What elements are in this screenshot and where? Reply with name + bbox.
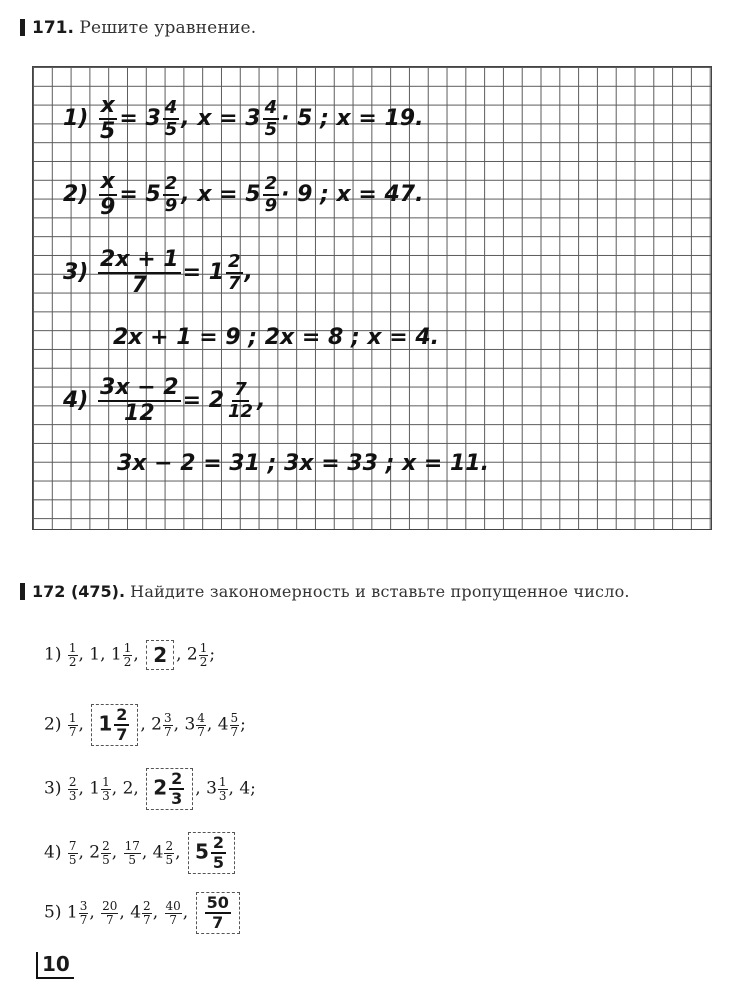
graph-paper	[32, 66, 712, 530]
sequence-row-3: 3) $\frac{2}{3}$ , 1 $\frac{1}{3}$ , 2, 2 $\frac{2}{3}$ , 3 $\frac{1}{3}$ , 4;	[44, 769, 256, 808]
solution-line-3-steps: 2x + 1 = 9 ; 2x = 8 ; x = 4.	[113, 325, 440, 350]
solution-line-3: 3) $\frac{2x + 1}{7}$ = 1 $\frac{2}{7}$ ,	[63, 247, 253, 298]
answer-box: 1 $\frac{2}{7}$	[91, 704, 138, 746]
task-marker	[20, 19, 25, 36]
task-number: 171.	[32, 18, 74, 38]
answer-box: 2	[146, 640, 174, 670]
task-instruction: Найдите закономерность и вставьте пропущенное число.	[130, 582, 630, 601]
answer-box: 5 $\frac{2}{5}$	[188, 832, 235, 874]
solution-line-4: 4) $\frac{3x - 2}{12}$ = 2 $\frac{7}{12}$ ,	[63, 375, 266, 426]
answer-box: $\frac{50}{7}$	[196, 892, 240, 934]
sequence-row-2: 2) $\frac{1}{7}$ , 1 $\frac{2}{7}$ , 2 $\frac{3}{7}$ , 3 $\frac{4}{7}$ , 4 $\frac{5}{7}$ ;	[44, 705, 246, 744]
solution-line-1: 1) $\frac{x}{5}$ = 3 $\frac{4}{5}$ , x = 3 $\frac{4}{5}$ · 5 ; x = 19.	[63, 93, 424, 144]
task-171-heading	[20, 18, 256, 38]
page-number: 10	[36, 952, 74, 979]
task-number: 172 (475).	[32, 582, 126, 601]
sequence-row-5: 5) 1 $\frac{3}{7}$ , $\frac{20}{7}$ , 4 $\frac{2}{7}$ , $\frac{40}{7}$ , $\frac{50}{7}$	[44, 892, 242, 934]
task-instruction: Решите уравнение.	[79, 18, 257, 38]
sequence-row-1: 1) $\frac{1}{2}$ , 1, 1 $\frac{1}{2}$ , 2 , 2 $\frac{1}{2}$ ;	[44, 640, 216, 669]
sequence-row-4: 4) $\frac{7}{5}$ , 2 $\frac{2}{5}$ , $\frac{17}{5}$ , 4 $\frac{2}{5}$ , 5 $\frac{2}{5}$	[44, 832, 237, 874]
solution-line-2: 2) $\frac{x}{9}$ = 5 $\frac{2}{9}$ , x = 5 $\frac{2}{9}$ · 9 ; x = 47.	[63, 169, 424, 220]
answer-box: 2 $\frac{2}{3}$	[146, 768, 193, 810]
task-172-heading	[20, 582, 630, 601]
task-marker	[20, 583, 25, 600]
solution-line-4-steps: 3x − 2 = 31 ; 3x = 33 ; x = 11.	[117, 451, 489, 476]
